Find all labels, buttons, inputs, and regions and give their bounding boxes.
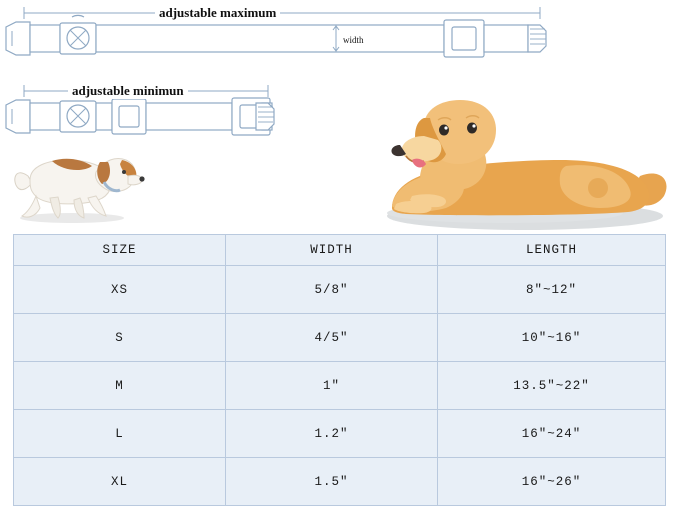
- table-row: [14, 410, 666, 458]
- size-chart-table: [13, 234, 666, 506]
- column-header-size: SIZE: [14, 235, 226, 266]
- cell-size: XL: [14, 458, 226, 506]
- cell-width: 4/5": [225, 314, 437, 362]
- running-dog-illustration: [15, 159, 145, 224]
- table-row: [14, 314, 666, 362]
- width-label: width: [343, 35, 364, 45]
- cell-width: 1": [225, 362, 437, 410]
- cell-size: L: [14, 410, 226, 458]
- cell-length: 16"~24": [437, 410, 665, 458]
- cell-size: S: [14, 314, 226, 362]
- table-header-row: [14, 235, 666, 266]
- table-row: [14, 362, 666, 410]
- cell-width: 1.5": [225, 458, 437, 506]
- adjustable-minimum-label: adjustable minimun: [68, 83, 188, 99]
- cell-width: 5/8": [225, 266, 437, 314]
- cell-length: 16"~26": [437, 458, 665, 506]
- cell-length: 8"~12": [437, 266, 665, 314]
- cell-length: 10"~16": [437, 314, 665, 362]
- cell-width: 1.2": [225, 410, 437, 458]
- table-row: [14, 266, 666, 314]
- cell-size: XS: [14, 266, 226, 314]
- table-row: [14, 458, 666, 506]
- column-header-width: WIDTH: [225, 235, 437, 266]
- cell-size: M: [14, 362, 226, 410]
- adjustable-maximum-label: adjustable maximum: [155, 5, 280, 21]
- lying-golden-retriever-illustration: [387, 100, 667, 230]
- column-header-length: LENGTH: [437, 235, 665, 266]
- cell-length: 13.5"~22": [437, 362, 665, 410]
